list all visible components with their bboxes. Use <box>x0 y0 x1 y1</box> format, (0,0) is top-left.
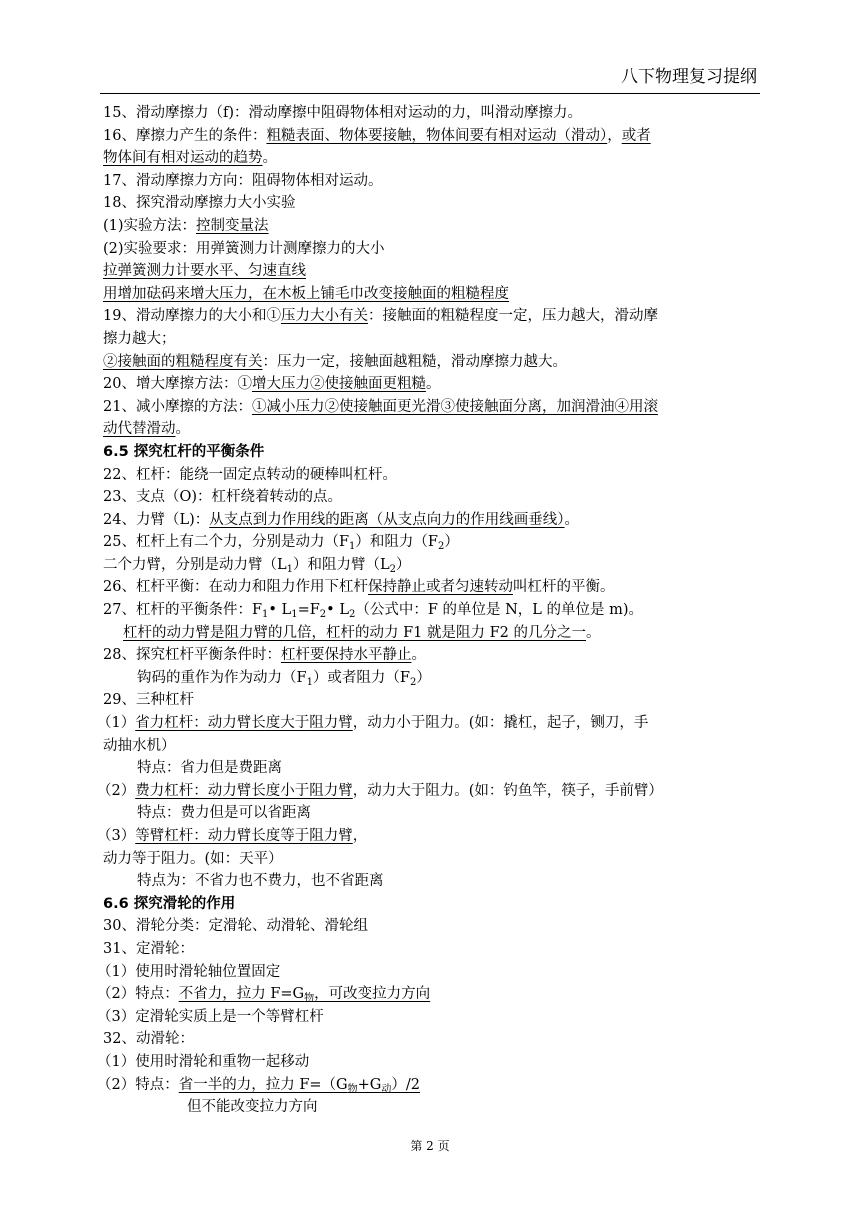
item-18-req-b: 用增加砝码来增大压力，在木板上铺毛巾改变接触面的粗糙程度 <box>103 285 509 302</box>
item-29-2-feature: 特点：费力但是可以省距离 <box>137 805 311 822</box>
item-31: 31、定滑轮： <box>103 940 194 957</box>
item-19-b: ②接触面的粗糙程度有关：压力一定，接触面越粗糙，滑动摩擦力越大。 <box>103 353 567 370</box>
item-29-3-feature: 特点为：不省力也不费力，也不省距离 <box>137 873 384 890</box>
item-16-cont: 物体间有相对运动的趋势。 <box>103 150 277 167</box>
item-31-2: （2）特点：不省力，拉力 $F=G_物$，可改变拉力方向 <box>97 986 431 1005</box>
item-25-cont: 二个力臂，分别是动力臂$(L_1)$和阻力臂$(L_2)$ <box>103 556 411 575</box>
item-29-3-cont: 动力等于阻力。(如：天平） <box>103 850 283 867</box>
item-28-cont: 钩码的重作为作为动力$(F_1)$或者阻力$(F_2)$ <box>137 669 431 688</box>
item-20: 20、增大摩擦方法：①增大压力②使接触面更粗糙。 <box>103 376 441 393</box>
item-31-1: （1）使用时滑轮轴位置固定 <box>97 963 281 980</box>
item-22: 22、杠杆：能绕一固定点转动的硬棒叫杠杆。 <box>103 466 397 483</box>
item-21-cont: 动代替滑动。 <box>103 421 190 438</box>
item-25: 25、杠杆上有二个力，分别是动力$(F_1)$和阻力$(F_2)$ <box>103 534 459 553</box>
item-24: 24、力臂（L)：从支点到力作用线的距离（从支点向力的作用线画垂线）。 <box>103 511 579 528</box>
item-17: 17、滑动摩擦力方向：阻碍物体相对运动。 <box>103 172 383 189</box>
item-18-method: (1)实验方法：控制变量法 <box>103 217 269 234</box>
item-18-req-a: 拉弹簧测力计要水平、匀速直线 <box>103 263 306 280</box>
page-number: 第 2 页 <box>410 1139 450 1153</box>
header-rule <box>100 93 760 94</box>
item-32-1: （1）使用时滑轮和重物一起移动 <box>97 1053 310 1070</box>
item-32-2: （2）特点：省一半的力，拉力 $F=(G_物+G_动)/2$ <box>97 1076 420 1095</box>
item-32: 32、动滑轮： <box>103 1031 194 1048</box>
item-29-2: （2）费力杠杆：动力臂长度小于阻力臂，动力大于阻力。(如：钓鱼竿，筷子，手前臂） <box>97 782 663 799</box>
item-29-1-feature: 特点：省力但是费距离 <box>137 760 282 777</box>
item-19-cont: 擦力越大； <box>103 330 176 347</box>
page-content <box>97 102 759 1119</box>
section-heading-6-6: 6.6 探究滑轮的作用 <box>103 895 236 912</box>
item-27: 27、杠杆的平衡条件：$F_1•$ $L_1=F_2•$ $L_2$（公式中：F 的单位是 N，L 的单位是 m)。 <box>103 602 644 621</box>
item-18: 18、探究滑动摩擦力大小实验 <box>103 195 296 212</box>
item-32-2-cont: 但不能改变拉力方向 <box>187 1099 318 1116</box>
item-29-3: （3）等臂杠杆：动力臂长度等于阻力臂， <box>97 828 368 844</box>
item-29: 29、三种杠杆 <box>103 692 194 709</box>
item-29-1: （1）省力杠杆：动力臂长度大于阻力臂，动力小于阻力。(如：撬杠，起子，铡刀，手 <box>97 715 649 732</box>
item-31-3: （3）定滑轮实质上是一个等臂杠杆 <box>97 1008 324 1025</box>
item-30: 30、滑轮分类：定滑轮、动滑轮、滑轮组 <box>103 918 368 935</box>
section-heading-6-5: 6.5 探究杠杆的平衡条件 <box>103 443 265 460</box>
item-26: 26、杠杆平衡：在动力和阻力作用下杠杆保持静止或者匀速转动叫杠杆的平衡。 <box>103 579 615 596</box>
item-15: 15、滑动摩擦力（f)：滑动摩擦中阻碍物体相对运动的力，叫滑动摩擦力。 <box>103 105 582 121</box>
item-19: 19、滑动摩擦力的大小和①压力大小有关：接触面的粗糙程度一定，压力越大，滑动摩 <box>103 308 658 325</box>
page-header-title: 八下物理复习提纲 <box>621 67 757 87</box>
item-18-requirement: (2)实验要求：用弹簧测力计测摩擦力的大小 <box>103 240 385 257</box>
item-27-cont: 杠杆的动力臂是阻力臂的几倍，杠杆的动力 F1 就是阻力 F2 的几分之一。 <box>123 624 601 641</box>
item-29-1-cont: 动抽水机） <box>103 737 176 754</box>
item-23: 23、支点（O)：杠杆绕着转动的点。 <box>103 489 342 506</box>
item-28: 28、探究杠杆平衡条件时：杠杆要保持水平静止。 <box>103 647 426 664</box>
item-21: 21、减小摩擦的方法：①减小压力②使接触面更光滑③使接触面分离，加润滑油④用滚 <box>103 398 658 415</box>
item-16: 16、摩擦力产生的条件：粗糙表面、物体要接触，物体间要有相对运动（滑动），或者 <box>103 127 651 144</box>
